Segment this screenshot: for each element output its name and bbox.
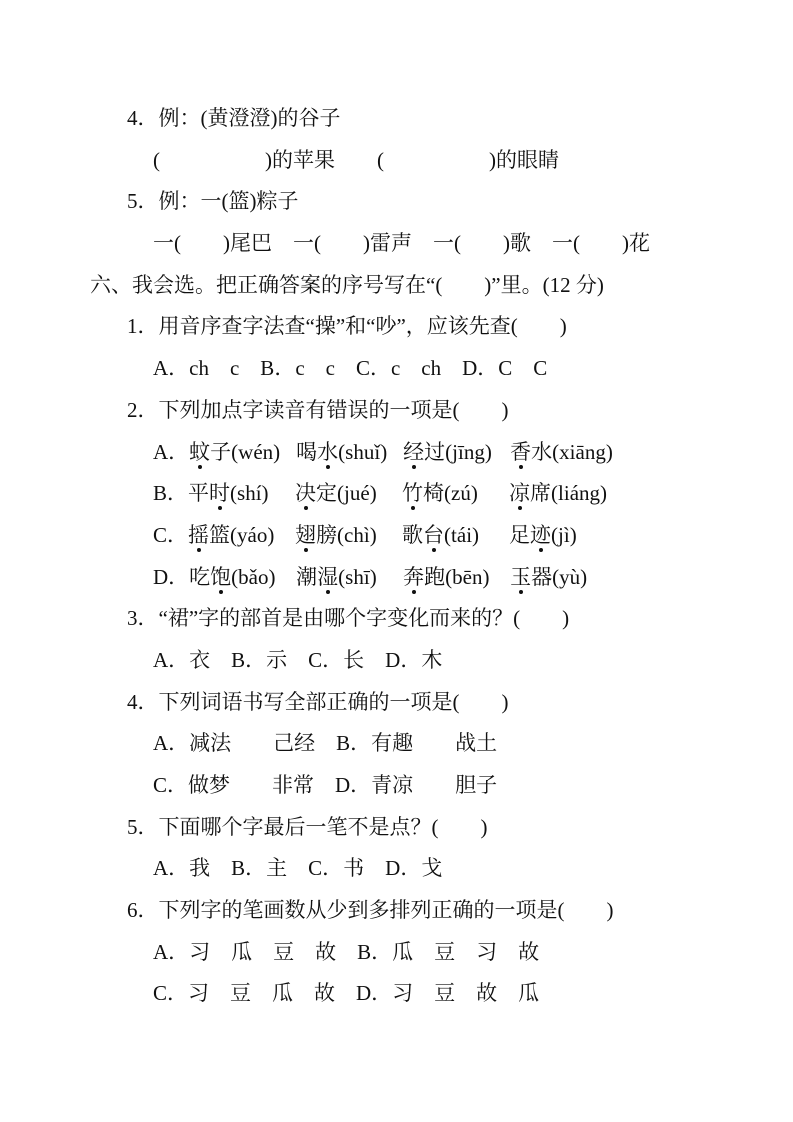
option-label: A． (153, 439, 190, 464)
q2-option-row-d (0, 564, 793, 609)
item5-line: 5．例：一(篮)粽子 (127, 189, 299, 214)
item5-blanks: 一( )尾巴 一( )雷声 一( )歌 一( )花 (153, 231, 650, 256)
option-label: C． (153, 522, 189, 547)
q4-stem: 4．下列词语书写全部正确的一项是( ) (127, 689, 509, 714)
q6-options-row-1: A．习 瓜 豆 故 B．瓜 豆 习 故 (153, 939, 540, 964)
section6-header: 六、我会选。把正确答案的序号写在“( )”里。(12 分) (90, 272, 604, 297)
q3-stem: 3．“裙”字的部首是由哪个字变化而来的？( ) (127, 606, 570, 631)
q6-stem: 6．下列字的笔画数从少到多排列正确的一项是( ) (127, 898, 614, 923)
pinyin-word-cells: 吃饱(bǎo) 潮湿(shī) 奔跑(bēn) 玉器(yù) (189, 564, 588, 589)
q5-stem: 5．下面哪个字最后一笔不是点？( ) (127, 814, 488, 839)
option-label: B． (153, 481, 189, 506)
pinyin-word-cells: 蚊子(wén) 喝水(shuǐ) 经过(jīng) 香水(xiāng) (189, 439, 613, 464)
q2-option-row-b (0, 483, 793, 525)
q6-options-row-2: C．习 豆 瓜 故 D．习 豆 故 瓜 (153, 981, 540, 1006)
q4-options-row-1: A．减法 己经 B．有趣 战土 (153, 731, 498, 756)
item4-line: 4．例：(黄澄澄)的谷子 (127, 106, 341, 130)
q2-option-row-c (0, 522, 793, 567)
q3-options: A．衣 B．示 C．长 D．木 (153, 647, 443, 672)
pinyin-word-cells: 摇篮(yáo) 翅膀(chì) 歌台(tái) 足迹(jì) (188, 522, 577, 547)
q1-stem: 1．用音序查字法查“操”和“吵”，应该先查( ) (127, 314, 567, 339)
q2-stem: 2．下列加点字读音有错误的一项是( ) (127, 397, 509, 422)
q1-options: A．ch c B．c c C．c ch D．C C (153, 356, 548, 381)
item4-blanks: ( )的苹果 ( )的眼睛 (153, 147, 559, 172)
pinyin-word-cells: 平时(shí) 决定(jué) 竹椅(zú) 凉席(liáng) (188, 481, 608, 506)
q2-option-row-a (0, 439, 793, 484)
q5-options: A．我 B．主 C．书 D．戈 (153, 856, 443, 881)
option-label: D． (153, 564, 190, 589)
q4-options-row-2: C．做梦 非常 D．青凉 胆子 (153, 773, 498, 797)
